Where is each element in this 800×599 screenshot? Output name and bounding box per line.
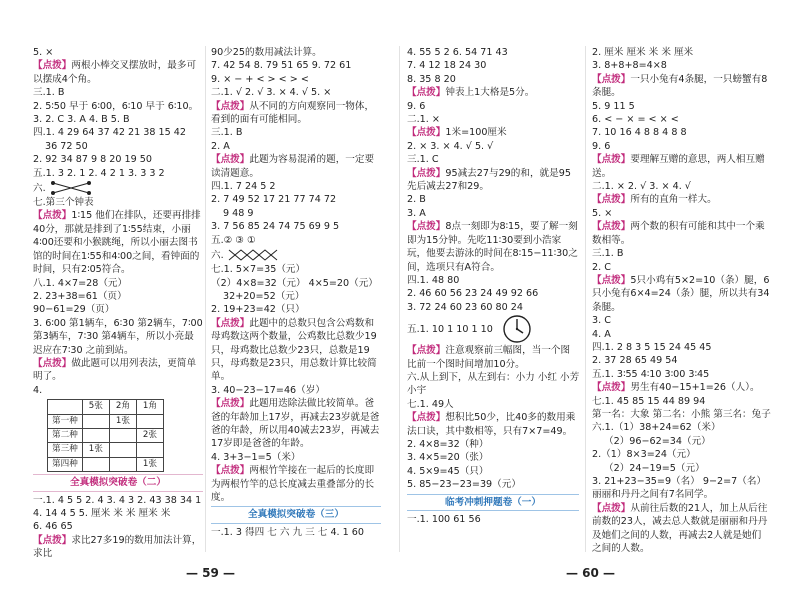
answer-line: 三.1. B: [33, 87, 65, 99]
clock-answer: 五.1. 10 1 10 1 10: [407, 314, 579, 344]
answer-line: 90少25的数用减法计算。: [211, 47, 322, 58]
answer-line: 6. 46 65: [33, 521, 73, 533]
answer-line: 9 48 9: [223, 207, 254, 219]
answer-line: （2）96−62=34（元）: [604, 435, 711, 447]
matching-answer: 六.: [33, 180, 203, 196]
answer-line: 3. 40−23−17=46（岁）: [211, 384, 325, 396]
hint-block: 【点拨】注意观察前三幅图，当一个图比前一个图时间增加10分。: [407, 345, 571, 370]
answer-line: 一.1. 4 5 5 2. 4 3. 4 3 2. 43 38 34 1: [33, 494, 202, 506]
answer-line: 90−61=29（页）: [33, 304, 115, 316]
answer-line: 2. 37 28 65 49 54: [592, 355, 678, 367]
answer-line: 丽丽和丹丹之间有7名同学。: [592, 489, 714, 501]
answer-line: 二.1. √ 2. √ 3. × 4. √ 5. ×: [211, 87, 332, 99]
answer-line: 二.1. × 2. √ 3. × 4. √: [592, 181, 691, 193]
answer-line: 5. 85−23−23=39（元）: [407, 479, 521, 491]
answer-line: 4. 14 4 5 5. 厘米 米 米 厘米 米: [33, 508, 171, 519]
answer-line: 3. 8+8+8=4×8: [592, 60, 667, 72]
answer-line: 9. × − + < > < > <: [211, 73, 309, 85]
hint-block: 【点拨】95减去27与29的和，就是95先后减去27和29。: [407, 167, 571, 193]
answer-column-2: [211, 46, 381, 539]
answer-line: 4. 3+3−1=5（米）: [211, 451, 301, 463]
answer-line: 四.1. 4 29 64 37 42 21 38 15 42: [33, 127, 187, 139]
answer-line: 3. C: [592, 315, 611, 327]
hint-block: 【点拨】两个数的积有可能和其中一个乘数相等。: [592, 221, 765, 246]
hint-block: 【点拨】8点一刻即为8∶15，要了解一刻即为15分钟。先吃11∶30要到小浩家玩，他要去游泳的时间在8∶15−11∶30之间，选项只有A符合。: [407, 221, 578, 273]
zigzag-lines-diagram: [227, 247, 287, 263]
section-title: 临考冲刺押题卷（一）: [407, 494, 579, 511]
answer-line: 三.1. B: [592, 248, 624, 260]
hint-block: 【点拨】此题为容易混淆的题，一定要读清题意。: [211, 154, 375, 179]
answer-line: 32+20=52（元）: [223, 290, 305, 302]
answer-line: 2. C: [592, 261, 611, 273]
answer-line: 4. 55 5 2 6. 54 71 43: [407, 47, 508, 58]
answer-line: 一.1. 3 得四 七 六 九 三 七 4. 1 60: [211, 526, 365, 538]
answer-line: 3. 6∶00 第1辆车，6∶30 第2辆车，7∶00 第3辆车，7∶30 第4辆车，所以小亮最迟应在7∶30 之前到站。: [33, 317, 203, 356]
answer-line: 四.1. 2 8 3 5 15 24 45 45: [592, 341, 712, 353]
hint-block: 【点拨】从前往后数的21人，加上从后往前数的23人，减去总人数就是丽丽和丹丹及她们之间的人数，再减去2人就是她们之间的人数。: [592, 502, 768, 555]
answer-line: 六.从上到下，从左到右：小力 小红 小芳: [407, 371, 580, 383]
hint-block: 【点拨】两根竹竿接在一起后的长度即为两根竹竿的总长度减去重叠部分的长度。: [211, 465, 375, 503]
answer-line: 七.1. 49人: [407, 398, 454, 410]
answer-line: 2. B: [407, 194, 426, 206]
hint-block: 【点拨】一只小兔有4条腿，一只螃蟹有8条腿。: [592, 73, 768, 99]
answer-line: 七.1. 5×7=35（元）: [211, 264, 306, 276]
answer-line: 七.第三个钟表: [33, 197, 94, 209]
answer-line: 4.: [33, 384, 43, 396]
answer-line: 2. 23+38=61（页）: [33, 290, 127, 302]
matching-answer: 六.: [211, 247, 381, 263]
answer-line: 3. 21+23−35=9（名） 9−2=7（名）: [592, 476, 767, 487]
hint-block: 【点拨】想积比50少，比40多的数用乘法口诀，其中数相等，只有7×7=49。: [407, 412, 576, 437]
answer-line: 五.② ③ ①: [211, 234, 256, 246]
money-table: 5张 2角 1角 第一种 1张 第二种 2张 第三种 1张 第四种 1张: [47, 399, 164, 472]
answer-line: 八.1. 4×7=28（元）: [33, 277, 128, 289]
hint-block: 【点拨】钟表上1大格是5分。: [407, 87, 535, 99]
answer-line: （2）24−19=5（元）: [604, 462, 705, 474]
answer-line: 3. A: [407, 207, 426, 219]
hint-block: 【点拨】1∶15 他们在排队，还要再排排40分，那就是排到了1∶55结束，小丽4∶00还要和小猴跳绳，所以小丽去图书馆的时间在1∶55和4∶00之间，看钟面的时间，只有2∶05符合。: [33, 210, 201, 276]
hint-block: 【点拨】所有的直角一样大。: [592, 194, 717, 206]
answer-line: 8. 35 8 20: [407, 73, 456, 85]
answer-line: 三.1. B: [211, 127, 243, 139]
answer-line: 小宇: [407, 385, 427, 397]
answer-line: 2. 92 34 87 9 8 20 19 50: [33, 154, 153, 166]
answer-column-1: [33, 46, 203, 561]
page-number-right: — 60 —: [566, 566, 616, 580]
answer-line: 四.1. 48 80: [407, 274, 460, 286]
answer-line: 9. 6: [592, 140, 611, 152]
answer-line: 2. 7 49 52 17 21 77 74 72: [211, 194, 337, 206]
hint-block: 【点拨】要理解互赠的意思，两人相互赠送。: [592, 154, 765, 179]
answer-line: 6. < − × = < × <: [592, 114, 679, 126]
answer-line: 2. 4×8=32（种）: [407, 438, 489, 450]
answer-line: 一.1. 100 61 56: [407, 514, 481, 525]
answer-line: 36 72 50: [45, 140, 88, 152]
answer-line: 5. ×: [33, 47, 54, 58]
answer-line: 五.1. 3∶55 4∶10 3∶00 3∶45: [592, 368, 710, 380]
answer-column-4: [592, 46, 770, 555]
hint-block: 【点拨】做此题可以用列表法，更简单明了。: [33, 357, 197, 383]
answer-line: 2. 5∶50 早于 6∶00，6∶10 早于 6∶10。: [33, 100, 199, 112]
answer-line: 二.1. ×: [407, 114, 440, 126]
answer-line: 三.1. C: [407, 154, 439, 166]
answer-line: 四.1. 7 24 5 2: [211, 181, 276, 193]
hint-block: 【点拨】求比27多19的数用加法计算，求比: [33, 534, 202, 560]
hint-tag: 【点拨】: [33, 60, 72, 72]
hint-block: 【点拨】此题用迭除法做比较简单。爸爸的年龄加上17岁，再减去23岁就是爸爸的年龄，所以用40减去23岁，再减去17岁即是爸爸的年龄。: [211, 398, 380, 450]
answer-line: 7. 42 54 8. 79 51 65 9. 72 61: [211, 60, 352, 72]
hint-block: 【点拨】此题中的总数只包含公鸡数和母鸡数这两个数量，公鸡数比总数少19只，母鸡数比总数少23只，总数是19只，母鸡数是23只，用总数计算比较简单。: [211, 317, 377, 383]
hint-block: 【点拨】男生有40−15+1=26（人）。: [592, 382, 760, 394]
answer-line: 5. 9 11 5: [592, 100, 635, 112]
matching-lines-diagram: [49, 180, 109, 196]
answer-line: 第一名：大象 第二名：小熊 第三名：兔子: [592, 408, 771, 420]
hint-block: 【点拨】5只小鸡有5×2=10（条）腿，6只小兔有6×4=24（条）腿，所以共有34条腿。: [592, 274, 770, 313]
answer-line: 2. A: [211, 140, 230, 152]
answer-line: 4. A: [592, 328, 611, 340]
page-number-left: — 59 —: [186, 566, 236, 580]
section-title: 全真模拟突破卷（三）: [211, 506, 381, 523]
answer-line: 2. 厘米 厘米 米 米 厘米: [592, 47, 694, 58]
section-title: 全真模拟突破卷（二）: [33, 474, 203, 491]
answer-line: 2. 46 60 56 23 24 49 92 66: [407, 288, 539, 300]
clock-icon: [502, 314, 532, 344]
answer-line: 2. 19+23=42（只）: [211, 304, 305, 316]
column-divider: [399, 46, 400, 552]
answer-column-3: [407, 46, 579, 526]
column-divider: [585, 46, 586, 552]
answer-line: 五.1. 3 2. 1 2. 4 2 1 3. 3 3 2: [33, 167, 165, 179]
answer-line: 9. 6: [407, 100, 426, 112]
hint-text: 两根小棒交叉摆放时，最多可以摆成4个角。: [33, 60, 197, 85]
answer-line: 2. × 3. × 4. √ 5. √: [407, 140, 494, 152]
column-divider: [205, 46, 206, 552]
answer-line: 3. 7 56 85 24 74 75 69 9 5: [211, 221, 340, 233]
answer-line: （2）4×8=32（元） 4×5=20（元）: [211, 277, 378, 289]
answer-line: 3. 2. C 3. A 4. B 5. B: [33, 114, 130, 126]
answer-line: 六.1.（1）38+24=62（米）: [592, 422, 721, 434]
answer-line: 七.1. 45 85 15 44 89 94: [592, 395, 706, 407]
answer-line: 3. 72 24 60 23 60 80 24: [407, 301, 523, 313]
hint-block: 【点拨】从不同的方向观察同一物体，看到的面有可能相同。: [211, 100, 375, 126]
hint-block: 【点拨】1米=100厘米: [407, 127, 507, 139]
answer-line: 5. ×: [592, 207, 613, 219]
answer-line: 4. 5×9=45（只）: [407, 465, 489, 477]
answer-line: 2.（1）8×3=24（元）: [592, 449, 696, 461]
answer-line: 3. 4×5=20（张）: [407, 452, 489, 464]
answer-line: 7. 10 16 4 8 8 4 8 8: [592, 127, 687, 139]
answer-line: 7. 4 12 18 24 30: [407, 60, 487, 72]
